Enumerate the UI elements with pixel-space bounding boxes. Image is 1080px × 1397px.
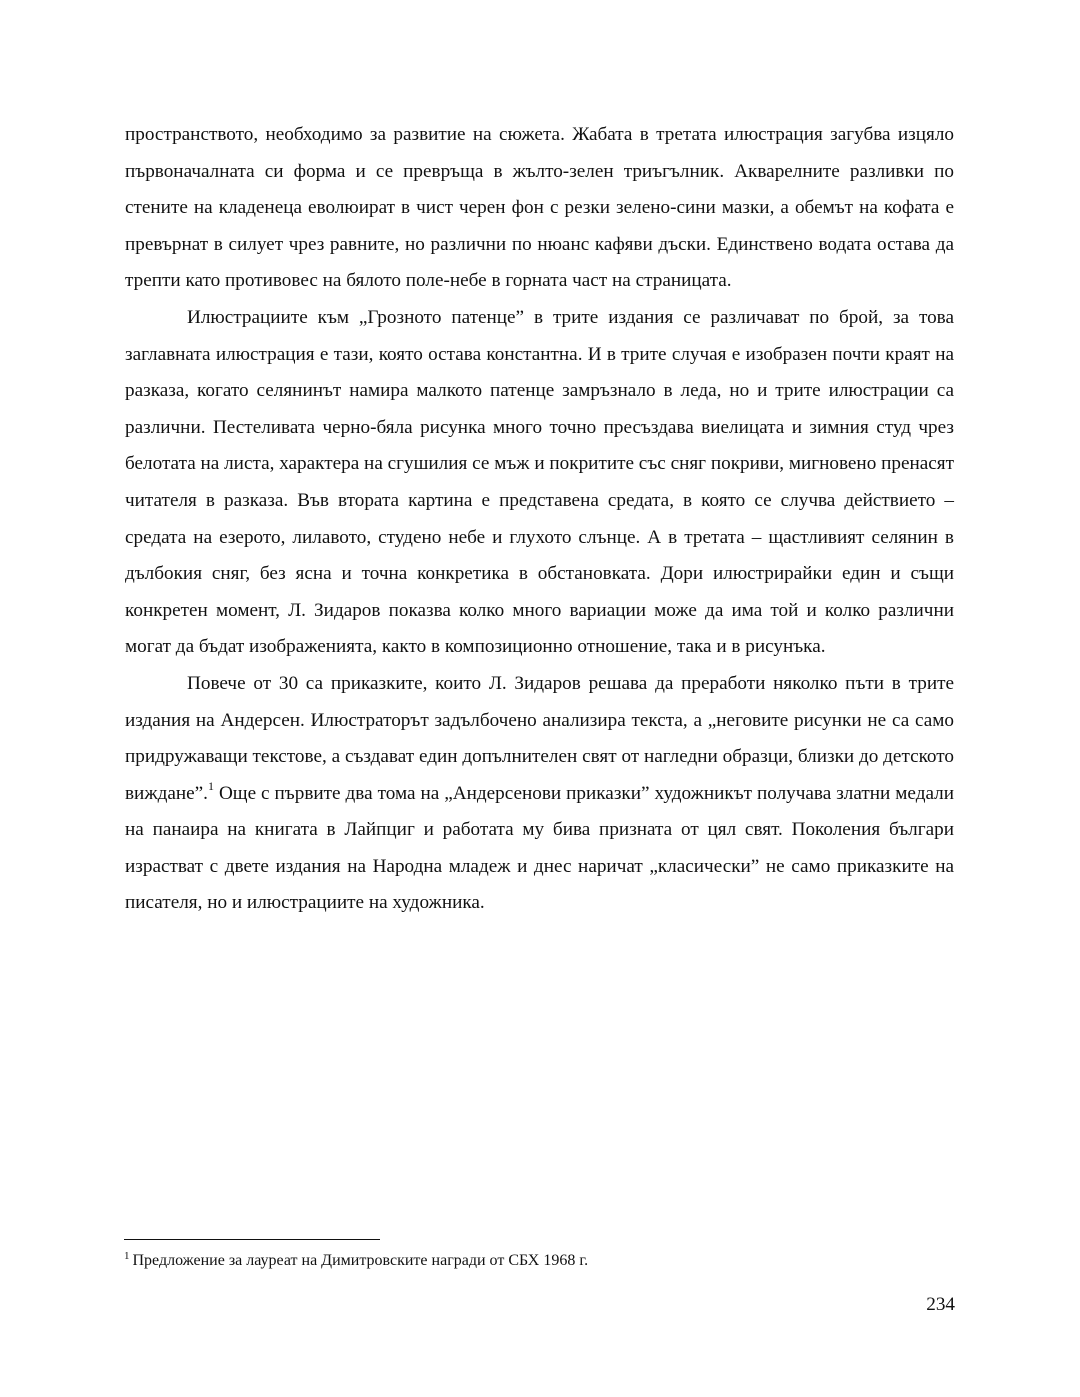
paragraph-3-text-end: Още с първите два тома на „Андерсенови приказки” художникът получава златни медали на панаира на книгата в Лайпциг и работата му бива призната от цял свят. Поколения българи израстват с двете издания на Народна младеж и днес наричат „класически” не само приказките на писателя, но и илюстрациите на художника. bbox=[125, 782, 954, 914]
paragraph-3-text-start: Повече от 30 са приказките, които Л. Зидаров решава да преработи няколко пъти в трите издания на Андерсен. Илюстраторът задълбочено анализира текста, а „неговите рисунки не са само придружаващи текстове, а създават един допълнителен свят от нагледни образци, близки до детското виждане”. bbox=[125, 672, 954, 804]
paragraph-1: пространството, необходимо за развитие на сюжета. Жабата в третата илюстрация загубва изцяло първоначалната си форма и се превръща в жълто-зелен триъгълник. Акварелните разливки по стените на кладенеца еволюират в чист черен фон с резки зелено-сини мазки, а обемът на кофата е превърнат в силует чрез равните, но различни по нюанс кафяви дъски. Единствено водата остава да трепти като противовес на бялото поле-небе в горната част на страницата. bbox=[125, 124, 954, 292]
footnote-separator bbox=[124, 1239, 380, 1240]
footnote-mark: 1 bbox=[124, 1250, 130, 1262]
footnote-text: Предложение за лауреат на Димитровските награди от СБХ 1968 г. bbox=[132, 1252, 589, 1269]
paragraph-3 bbox=[125, 666, 954, 922]
main-text bbox=[125, 117, 954, 922]
paragraph-2: Илюстрациите към „Грозното патенце” в трите издания се различават по брой, за това заглавната илюстрация е тази, която остава константна. И в трите случая е изобразен почти краят на разказа, когато селянинът намира малкото патенце замръзнало в леда, но и трите илюстрации са различни. Пестеливата черно-бяла рисунка много точно пресъздава виелицата и зимния студ чрез белотата на листа, характера на сгушилия се мъж и покритите със сняг покриви, мигновено пренасят читателя в разказа. Във втората картина е представена средата, в която се случва действието – средата на езерото, лилавото, студено небе и глухото слънце. А в третата – щастливият селянин в дълбокия сняг, без ясна и точна конкретика в обстановката. Дори илюстрирайки един и същи конкретен момент, Л. Зидаров показва колко много вариации може да има той и колко различни могат да бъдат изображенията, както в композиционно отношение, така и в рисунъка. bbox=[125, 306, 954, 658]
page-number: 234 bbox=[926, 1294, 955, 1315]
footnote bbox=[124, 1250, 954, 1272]
footnote-reference[interactable]: 1 bbox=[207, 778, 214, 793]
